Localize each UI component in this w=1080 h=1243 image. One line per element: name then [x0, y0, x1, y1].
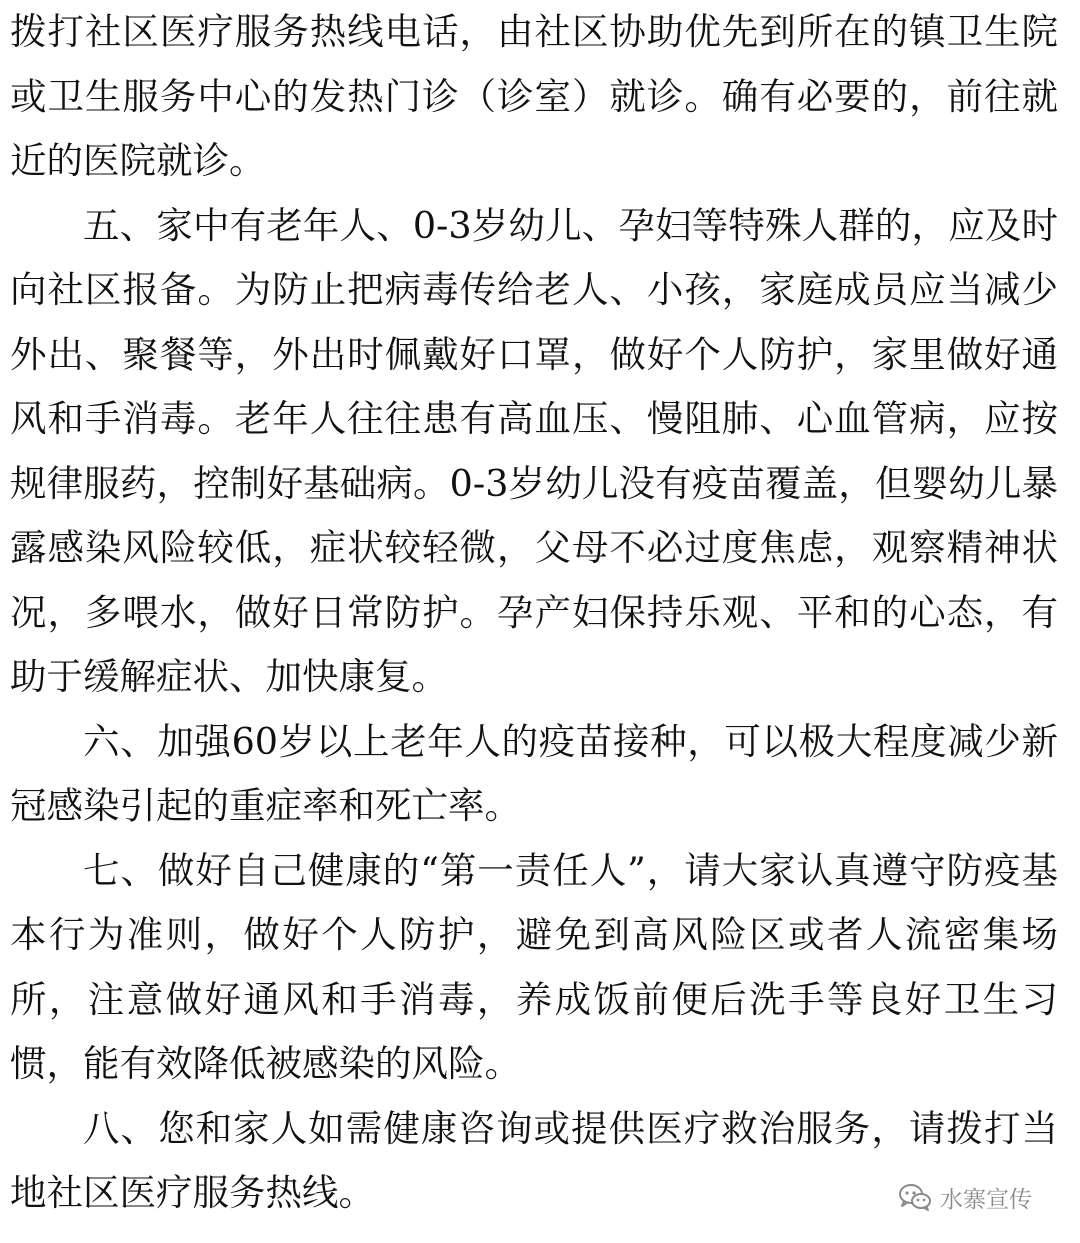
- paragraph-item-8: 八、您和家人如需健康咨询或提供医疗救治服务，请拨打当地社区医疗服务热线。: [10, 1106, 1058, 1214]
- paragraph-item-7: 七、做好自己健康的“第一责任人”，请大家认真遵守防疫基本行为准则，做好个人防护，避免到高风险区或者人流密集场所，注意做好通风和手消毒，养成饭前便后洗手等良好卫生习惯，能有效降低被感染的风险。: [10, 848, 1058, 1085]
- paragraph-continuation: 拨打社区医疗服务热线电话，由社区协助优先到所在的镇卫生院或卫生服务中心的发热门诊（诊室）就诊。确有必要的，前往就近的医院就诊。: [10, 10, 1058, 182]
- wechat-icon: [898, 1182, 932, 1212]
- account-watermark: [898, 1177, 1032, 1217]
- document-body: [10, 0, 1058, 1226]
- paragraph-item-5: 五、家中有老年人、0-3岁幼儿、孕妇等特殊人群的，应及时向社区报备。为防止把病毒传给老人、小孩，家庭成员应当减少外出、聚餐等，外出时佩戴好口罩，做好个人防护，家里做好通风和手消毒。老年人往往患有高血压、慢阻肺、心血管病，应按规律服药，控制好基础病。0-3岁幼儿没有疫苗覆盖，但婴幼儿暴露感染风险较低，症状较轻微，父母不必过度焦虑，观察精神状况，多喂水，做好日常防护。孕产妇保持乐观、平和的心态，有助于缓解症状、加快康复。: [10, 203, 1058, 698]
- paragraph-item-6: 六、加强60岁以上老年人的疫苗接种，可以极大程度减少新冠感染引起的重症率和死亡率。: [10, 719, 1058, 827]
- watermark-text: 水寨宣传: [940, 1186, 1032, 1213]
